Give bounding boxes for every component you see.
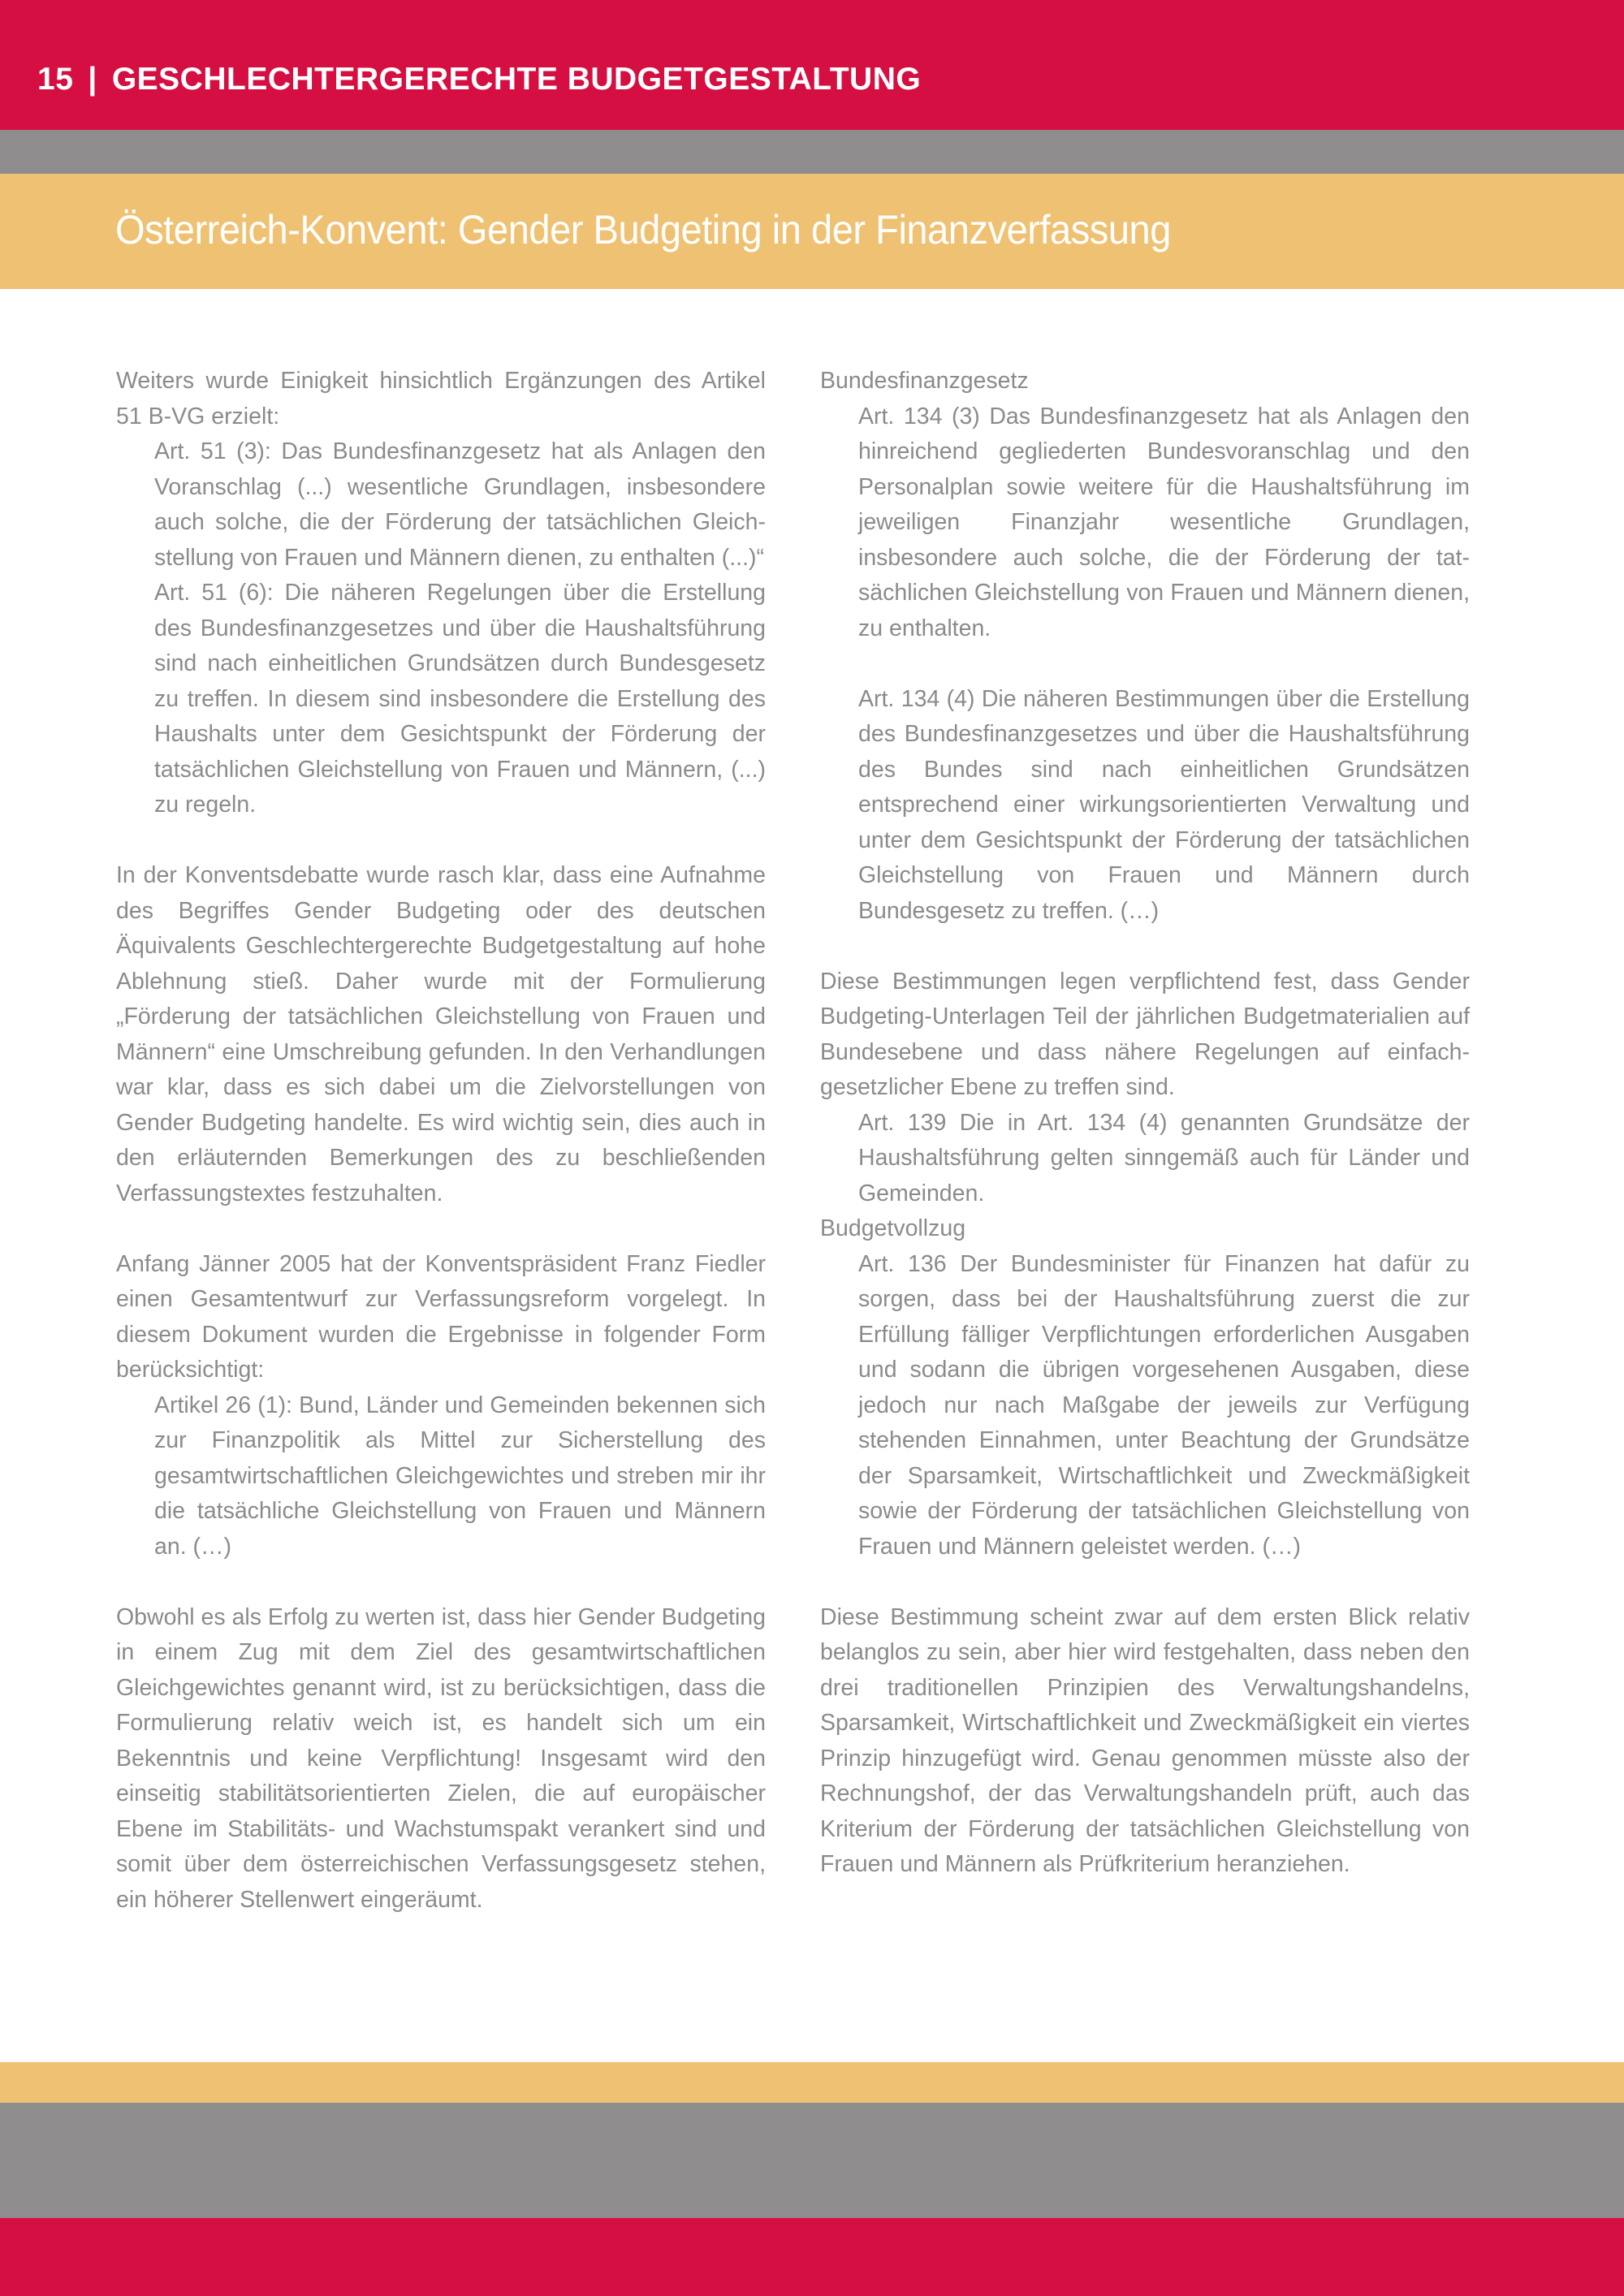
spacer: [116, 823, 766, 859]
header-bar: [0, 0, 1624, 130]
paragraph: In der Konventsdebatte wurde rasch klar, dass eine Aufnahme des Begriffes Gender Budgeting oder des deutschen Äquivalents Geschlechtergerechte Budgetgestaltung auf hohe Ablehnung stieß. Daher wurde mit der Formulierung „Förderung der tatsächlichen Gleichstellung von Frauen und Männern“ eine Umschreibung gefunden. In den Verhandlungen war klar, dass es sich dabei um die Zielvorstellungen von Gender Budgeting handelte. Es wird wichtig sein, dies auch in den erläuternden Bemerkungen des zu beschließenden Verfassungstextes festzuhalten.: [116, 862, 766, 1206]
paragraph: Diese Bestimmungen legen verpflichtend fest, dass Gender Budgeting-Unterlagen Teil der jährlichen Budgetmaterialien auf Bundesebene und dass nähere Regelungen auf einfachgesetzlicher Ebene zu treffen sind.: [820, 968, 1470, 1100]
red-band-bottom: [0, 2218, 1624, 2296]
quote-art-139: Art. 139 Die in Art. 134 (4) genannten Grundsätze der Haushaltsführung gelten sinngemäß auch für Länder und Gemeinden.: [858, 1109, 1470, 1206]
spacer: [116, 1211, 766, 1247]
paragraph: Anfang Jänner 2005 hat der Konventspräsident Franz Fiedler einen Gesamtentwurf zur Verfassungsreform vorgelegt. In diesem Dokument wurden die Ergebnisse in folgender Form berücksichtigt:: [116, 1250, 766, 1383]
section-title: Österreich-Konvent: Gender Budgeting in der Finanzverfassung: [115, 207, 1171, 252]
quote-art-136: Art. 136 Der Bundesminister für Finanzen hat dafür zu sorgen, dass bei der Haushaltsführung zuerst die zur Erfüllung fälliger Verpflichtungen erforderlichen Ausgaben und sodann die übrigen vorgesehenen Ausgaben, diese jedoch nur nach Maßgabe der jeweils zur Verfügung stehenden Einnahmen, unter Beachtung der Grundsätze der Sparsamkeit, Wirtschaftlichkeit und Zweckmäßigkeit sowie der Förderung der tatsächlichen Gleichstellung von Frauen und Männern geleistet werden. (…): [858, 1250, 1470, 1560]
grey-band-top: [0, 130, 1624, 174]
quote-art-51-6: Art. 51 (6): Die näheren Regelungen über die Erstellung des Bundesfinanzgesetzes und über die Haushaltsführung sind nach einheitlichen Grundsätzen durch Bundesgesetz zu treffen. In diesem sind insbesondere die Erstellung des Haushalts unter dem Gesichtspunkt der Förderung der tatsächlichen Gleichstellung von Frauen und Männern, (...) zu regeln.: [154, 580, 766, 818]
grey-band-bottom: [0, 2103, 1624, 2218]
paragraph: Diese Bestimmung scheint zwar auf dem ersten Blick relativ belanglos zu sein, aber hier wird festgehalten, dass neben den drei traditionellen Prinzipien des Verwaltungshandelns, Sparsamkeit, Wirtschaftlichkeit und Zweckmäßigkeit ein viertes Prinzip hinzugefügt wird. Genau genommen müsste also der Rechnungshof, der das Verwaltungshandeln prüft, auch das Kriterium der Förderung der tatsächlichen Gleichstellung von Frauen und Männern als Prüfkriterium heranziehen.: [820, 1603, 1470, 1877]
subheading-budgetvollzug: Budgetvollzug: [820, 1215, 966, 1241]
quote-art-26-1: Artikel 26 (1): Bund, Länder und Gemeinden bekennen sich zur Finanzpolitik als Mittel zur Sicherstellung des gesamtwirtschaftlichen Gleichgewichtes und streben mir ihr die tatsächliche Gleichstellung von Frauen und Männern an. (…): [154, 1392, 766, 1560]
gold-band-bottom: [0, 2062, 1624, 2103]
quote-art-51-3: Art. 51 (3): Das Bundesfinanzgesetz hat als Anlagen den Voranschlag (...) wesentliche Grundlagen, insbesondere auch solche, die der Förderung der tatsächlichen Gleichstellung von Frauen und Männern dienen, zu enthalten (...)“: [154, 438, 766, 571]
page-number: 15: [37, 62, 74, 97]
spacer: [820, 929, 1470, 965]
spacer: [820, 646, 1470, 682]
quote-art-134-4: Art. 134 (4) Die näheren Bestimmungen über die Erstellung des Bundesfinanzgesetzes und über die Haushaltsführung des Bundes sind nach einheitlichen Grundsätzen entsprechend einer wirkungsorientierten Verwaltung und unter dem Gesichtspunkt der Förderung der tatsächlichen Gleichstellung von Frauen und Männern durch Bundesgesetz zu treffen. (…): [858, 685, 1470, 924]
paragraph: Weiters wurde Einigkeit hinsichtlich Ergänzungen des Artikel 51 B-VG erzielt:: [116, 368, 766, 429]
spacer: [820, 1564, 1470, 1600]
quote-art-134-3: Art. 134 (3) Das Bundesfinanzgesetz hat als Anlagen den hinreichend gegliederten Bundesvoranschlag und den Personalplan sowie weitere für die Haushaltsführung im jeweiligen Finanzjahr wesentliche Grundlagen, insbesondere auch solche, die der Förderung der tatsächlichen Gleichstellung von Frauen und Männern dienen, zu enthalten.: [858, 403, 1470, 641]
paragraph: Obwohl es als Erfolg zu werten ist, dass hier Gender Budgeting in einem Zug mit dem Ziel des gesamtwirtschaftlichen Gleichgewichtes genannt wird, ist zu berücksichtigen, dass die Formulierung relativ weich ist, es handelt sich um ein Bekenntnis und keine Verpflichtung! Insgesamt wird den einseitig stabilitätsorientierten Zielen, die auf europäischer Ebene im Stabilitäts- und Wachstumspakt verankert sind und somit über dem österreichischen Verfassungsgesetz stehen, ein höherer Stellenwert eingeräumt.: [116, 1603, 767, 1913]
section-title-band: [0, 174, 1624, 289]
spacer: [116, 1564, 766, 1600]
running-header: [37, 62, 921, 97]
right-column: [820, 364, 1470, 1883]
left-column: [116, 364, 766, 1918]
header-title: GESCHLECHTERGERECHTE BUDGETGESTALTUNG: [111, 62, 922, 97]
subheading-bundesfinanzgesetz: Bundesfinanzgesetz: [820, 368, 1029, 394]
header-separator: |: [88, 62, 97, 97]
